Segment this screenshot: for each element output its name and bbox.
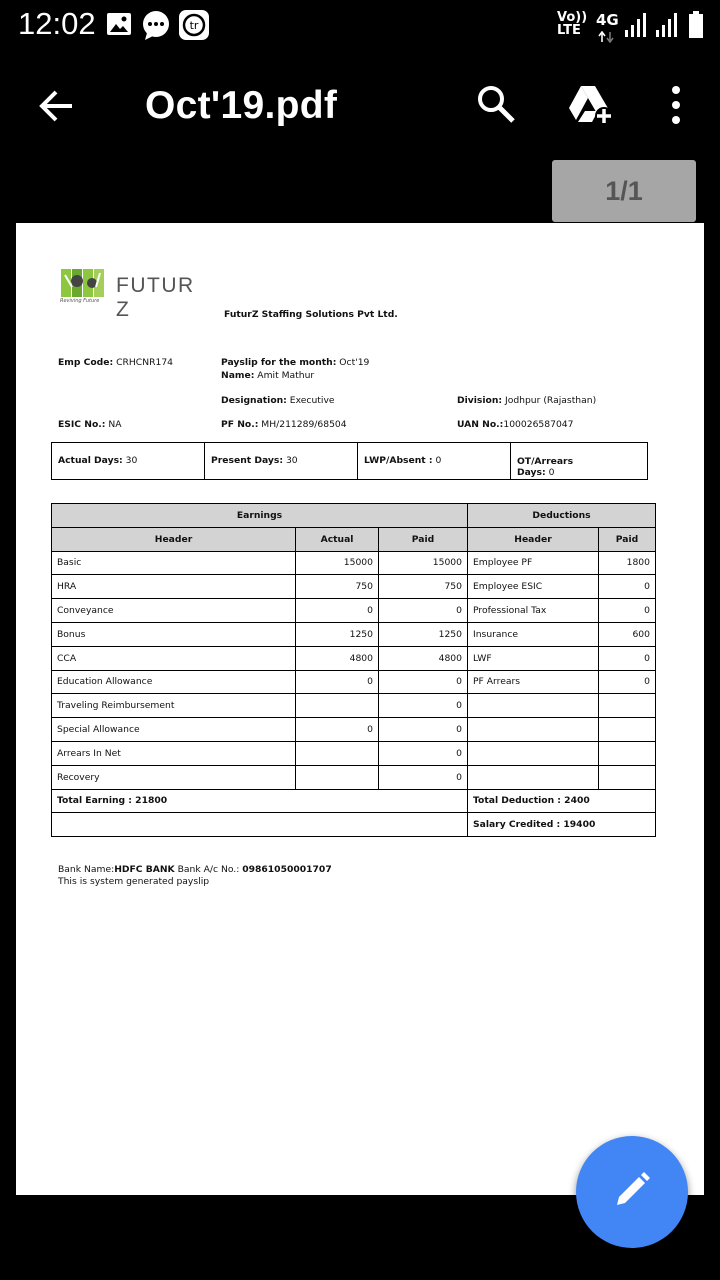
payslip-month: Payslip for the month: Oct'19 <box>221 357 370 368</box>
earning-actual <box>296 765 379 789</box>
lwp-box <box>357 442 511 480</box>
column-header: Actual <box>296 527 379 551</box>
logo-text: FUTUR Z <box>116 274 195 321</box>
present-days-box <box>204 442 358 480</box>
earning-header: HRA <box>52 575 296 599</box>
status-time: 12:02 <box>18 6 96 41</box>
earning-paid: 0 <box>379 741 468 765</box>
company-logo <box>60 267 200 321</box>
attendance-divider <box>51 479 648 480</box>
deduction-paid: 0 <box>599 646 656 670</box>
column-header: Paid <box>599 527 656 551</box>
deduction-paid: 0 <box>599 599 656 623</box>
column-header: Header <box>52 527 296 551</box>
signal-icon <box>655 12 681 42</box>
lwp-absent: LWP/Absent : 0 <box>364 455 442 466</box>
column-header: Header <box>468 527 599 551</box>
data-arrows-icon <box>598 28 614 47</box>
deduction-paid <box>599 694 656 718</box>
earning-header: Special Allowance <box>52 718 296 742</box>
total-deduction: Total Deduction : 2400 <box>468 789 656 813</box>
column-header-row <box>52 527 656 551</box>
total-earning: Total Earning : 21800 <box>52 789 468 813</box>
edit-button[interactable] <box>576 1136 688 1248</box>
net-row <box>52 813 656 837</box>
deduction-header <box>468 741 599 765</box>
lte-label: LTE <box>557 23 581 38</box>
table-row <box>52 718 656 742</box>
deduction-header: Employee ESIC <box>468 575 599 599</box>
deduction-paid: 0 <box>599 670 656 694</box>
earning-actual: 15000 <box>296 551 379 575</box>
deduction-header <box>468 765 599 789</box>
earning-actual: 1250 <box>296 622 379 646</box>
table-row <box>52 622 656 646</box>
salary-credited: Salary Credited : 19400 <box>468 813 656 837</box>
earning-actual: 0 <box>296 599 379 623</box>
earning-paid: 0 <box>379 765 468 789</box>
back-arrow-icon[interactable] <box>36 86 76 130</box>
earning-paid: 15000 <box>379 551 468 575</box>
uan-no: UAN No.:100026587047 <box>457 419 574 430</box>
salary-rows <box>52 551 656 789</box>
deduction-header: Insurance <box>468 622 599 646</box>
actual-days-box <box>51 442 205 480</box>
deduction-header <box>468 694 599 718</box>
deduction-paid <box>599 718 656 742</box>
signal-icon <box>624 12 650 42</box>
page-indicator: 1/1 <box>552 160 696 222</box>
table-row <box>52 670 656 694</box>
pencil-icon <box>611 1169 653 1215</box>
earning-header: Basic <box>52 551 296 575</box>
table-row <box>52 765 656 789</box>
deduction-paid: 600 <box>599 622 656 646</box>
esic-no: ESIC No.: NA <box>58 419 122 430</box>
earning-paid: 1250 <box>379 622 468 646</box>
table-row <box>52 741 656 765</box>
earning-actual <box>296 694 379 718</box>
document-title: Oct'19.pdf <box>145 84 338 127</box>
ot-arrears-days: Days: 0 <box>517 467 555 478</box>
earning-header: Arrears In Net <box>52 741 296 765</box>
actual-days: Actual Days: 30 <box>58 455 138 466</box>
deduction-header: PF Arrears <box>468 670 599 694</box>
deduction-header: Employee PF <box>468 551 599 575</box>
deduction-paid: 1800 <box>599 551 656 575</box>
earning-paid: 750 <box>379 575 468 599</box>
logo-tagline: Reviving Future <box>60 298 100 304</box>
svg-text:tr: tr <box>189 19 199 32</box>
total-row <box>52 789 656 813</box>
earning-paid: 0 <box>379 599 468 623</box>
earning-header: Education Allowance <box>52 670 296 694</box>
app-notification-icon <box>178 9 210 45</box>
deduction-header: Professional Tax <box>468 599 599 623</box>
drive-add-icon[interactable] <box>568 84 614 130</box>
earning-actual <box>296 741 379 765</box>
deduction-paid <box>599 741 656 765</box>
battery-icon <box>688 11 704 43</box>
company-name: FuturZ Staffing Solutions Pvt Ltd. <box>224 309 398 320</box>
present-days: Present Days: 30 <box>211 455 298 466</box>
earning-header: Traveling Reimbursement <box>52 694 296 718</box>
more-vert-icon[interactable] <box>666 86 686 128</box>
bank-details: Bank Name:HDFC BANK Bank A/c No.: 09861050001707 <box>58 864 332 875</box>
designation: Designation: Executive <box>221 395 335 406</box>
pdf-page[interactable] <box>16 223 704 1195</box>
status-bar <box>0 0 720 52</box>
volte-indicator <box>557 11 587 37</box>
employee-name: Name: Amit Mathur <box>221 370 315 381</box>
earning-paid: 4800 <box>379 646 468 670</box>
deduction-paid <box>599 765 656 789</box>
ot-arrears-box <box>510 442 648 480</box>
table-row <box>52 694 656 718</box>
earning-actual: 4800 <box>296 646 379 670</box>
earning-header: CCA <box>52 646 296 670</box>
earning-actual: 750 <box>296 575 379 599</box>
earnings-title: Earnings <box>52 504 468 528</box>
volte-label: Vo)) <box>557 10 588 25</box>
earning-header: Bonus <box>52 622 296 646</box>
earning-paid: 0 <box>379 670 468 694</box>
division: Division: Jodhpur (Rajasthan) <box>457 395 597 406</box>
empty-cell <box>52 813 468 837</box>
deductions-title: Deductions <box>468 504 656 528</box>
search-icon[interactable] <box>476 84 516 128</box>
deduction-header <box>468 718 599 742</box>
salary-table <box>51 503 656 837</box>
column-header: Paid <box>379 527 468 551</box>
table-row <box>52 551 656 575</box>
earning-actual: 0 <box>296 670 379 694</box>
emp-code: Emp Code: CRHCNR174 <box>58 357 174 368</box>
section-header-row <box>52 504 656 528</box>
table-row <box>52 599 656 623</box>
deduction-header: LWF <box>468 646 599 670</box>
network-type-label: 4G <box>596 11 619 29</box>
image-icon <box>106 12 132 40</box>
deduction-paid: 0 <box>599 575 656 599</box>
earning-paid: 0 <box>379 694 468 718</box>
table-row <box>52 646 656 670</box>
ot-arrears-label: OT/Arrears <box>517 456 574 467</box>
earning-actual: 0 <box>296 718 379 742</box>
footer-note: This is system generated payslip <box>58 876 210 887</box>
table-row <box>52 575 656 599</box>
earning-paid: 0 <box>379 718 468 742</box>
message-icon <box>141 9 171 45</box>
earning-header: Recovery <box>52 765 296 789</box>
earning-header: Conveyance <box>52 599 296 623</box>
pf-no: PF No.: MH/211289/68504 <box>221 419 347 430</box>
